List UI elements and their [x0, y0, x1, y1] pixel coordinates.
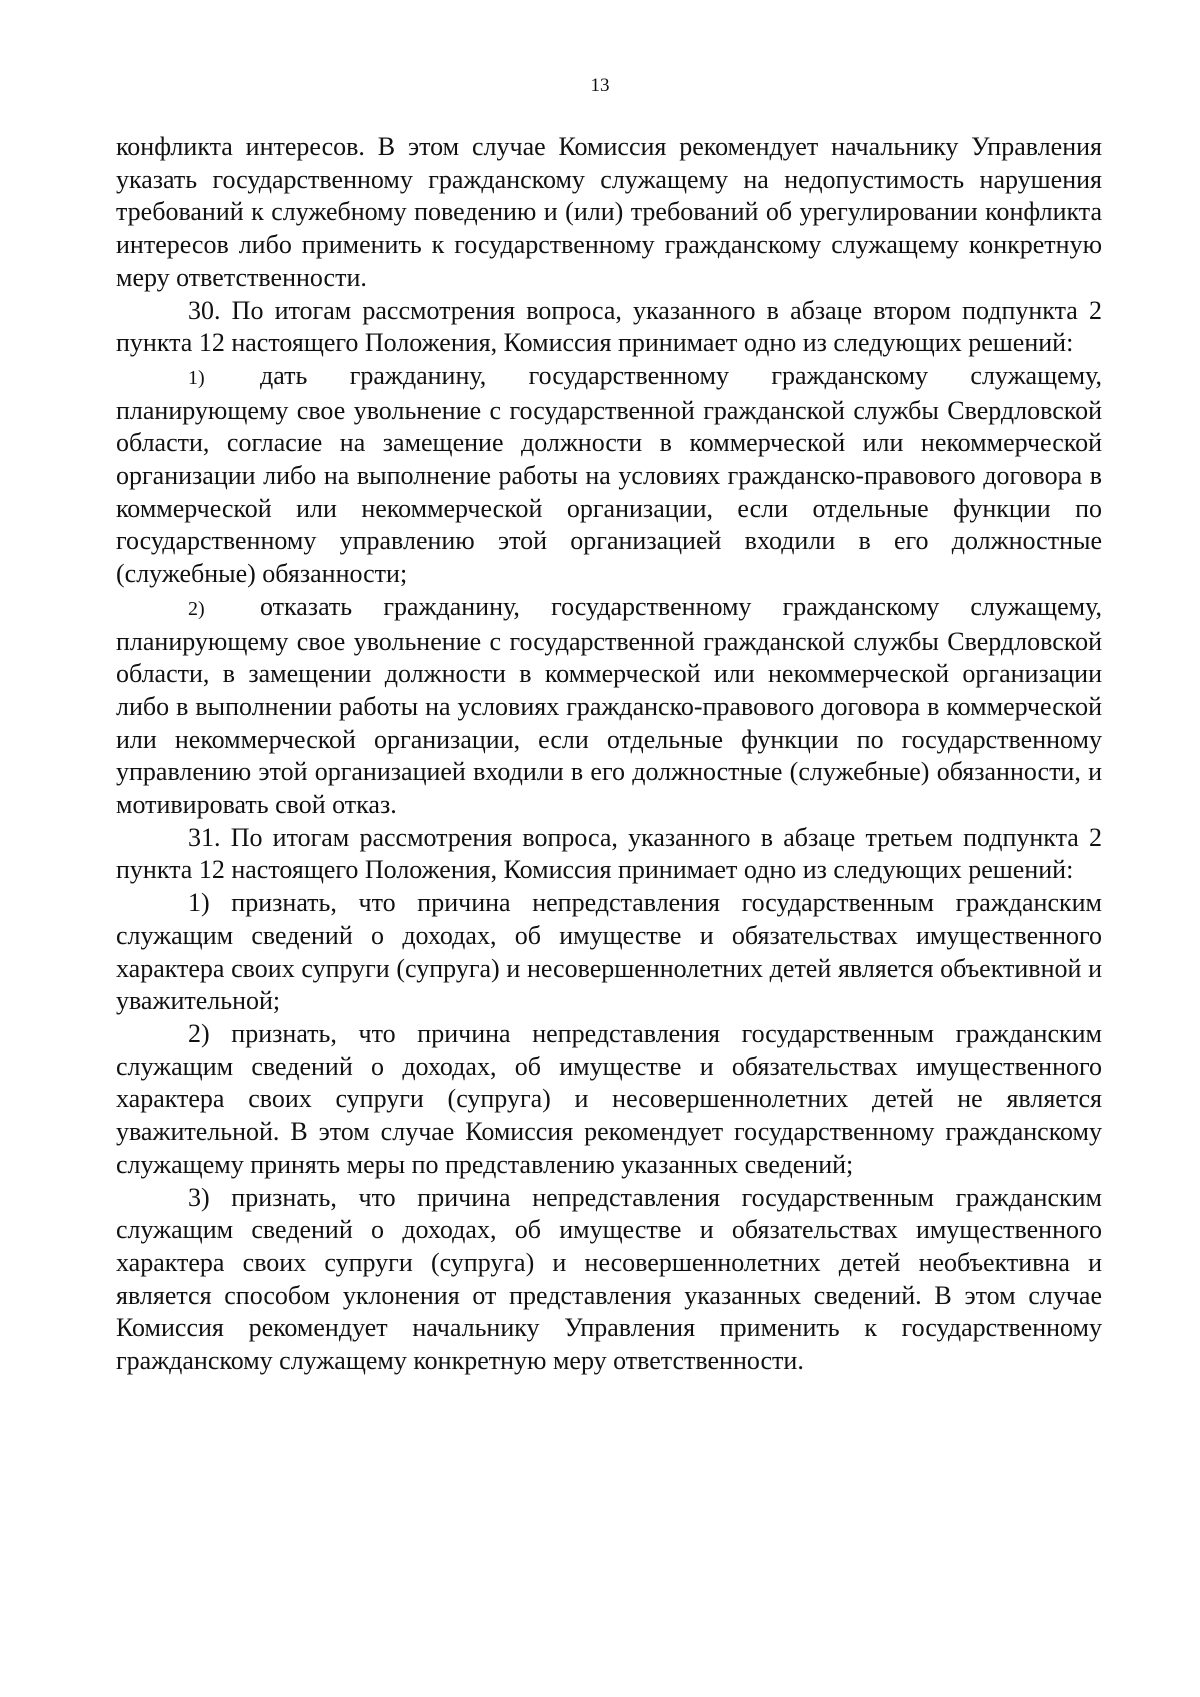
paragraph-continuation: конфликта интересов. В этом случае Комиссия рекомендует начальнику Управления указать государственному гражданскому служащему на недопустимость нарушения требований к служебному поведению и (или) требований об урегулировании конфликта интересов либо применить к государственному гражданскому служащему конкретную меру ответственности.	[116, 132, 1102, 292]
decision-item: 3) признать, что причина непредставления государственным гражданским служащим сведений о доходах, об имуществе и обязательствах имущественного характера своих супруги (супруга) и несовершеннолетних детей необъективна и является способом уклонения от представления указанных сведений. В этом случае Комиссия рекомендует начальнику Управления применить к государственному гражданскому служащему конкретную меру ответственности.	[116, 1182, 1102, 1376]
list-item	[116, 360, 1102, 591]
list-item-text: отказать гражданину, государственному гражданскому служащему, планирующему свое увольнение с государственной гражданской службы Свердловской области, в замещении должности в коммерческой или некоммерческой организации либо в выполнении работы на условиях гражданско-правового договора в коммерческой или некоммерческой организации, если отдельные функции по государственному управлению этой организацией входили в его должностные (служебные) обязанности, и мотивировать свой отказ.	[116, 591, 1102, 820]
paragraph-item-31: 31. По итогам рассмотрения вопроса, указанного в абзаце третьем подпункта 2 пункта 12 настоящего Положения, Комиссия принимает одно из следующих решений:	[116, 822, 1102, 885]
page-number: 13	[590, 75, 610, 96]
list-marker: 2)	[188, 597, 205, 620]
list-item	[116, 591, 1102, 822]
decision-item: 2) признать, что причина непредставления государственным гражданским служащим сведений о доходах, об имуществе и обязательствах имущественного характера своих супруги (супруга) и несовершеннолетних детей не является уважительной. В этом случае Комиссия рекомендует государственному гражданскому служащему принять меры по представлению указанных сведений;	[116, 1018, 1102, 1179]
decision-item: 1) признать, что причина непредставления государственным гражданским служащим сведений о доходах, об имуществе и обязательствах имущественного характера своих супруги (супруга) и несовершеннолетних детей является объективной и уважительной;	[116, 888, 1102, 1016]
document-body	[116, 131, 1102, 1378]
list-marker: 1)	[188, 366, 205, 389]
paragraph-item-30: 30. По итогам рассмотрения вопроса, указанного в абзаце втором подпункта 2 пункта 12 настоящего Положения, Комиссия принимает одно из следующих решений:	[116, 295, 1102, 358]
list-item-text: дать гражданину, государственному гражданскому служащему, планирующему свое увольнение с государственной гражданской службы Свердловской области, согласие на замещение должности в коммерческой или некоммерческой организации либо на выполнение работы на условиях гражданско-правового договора в коммерческой или некоммерческой организации, если отдельные функции по государственному управлению этой организацией входили в его должностные (служебные) обязанности;	[116, 360, 1102, 589]
